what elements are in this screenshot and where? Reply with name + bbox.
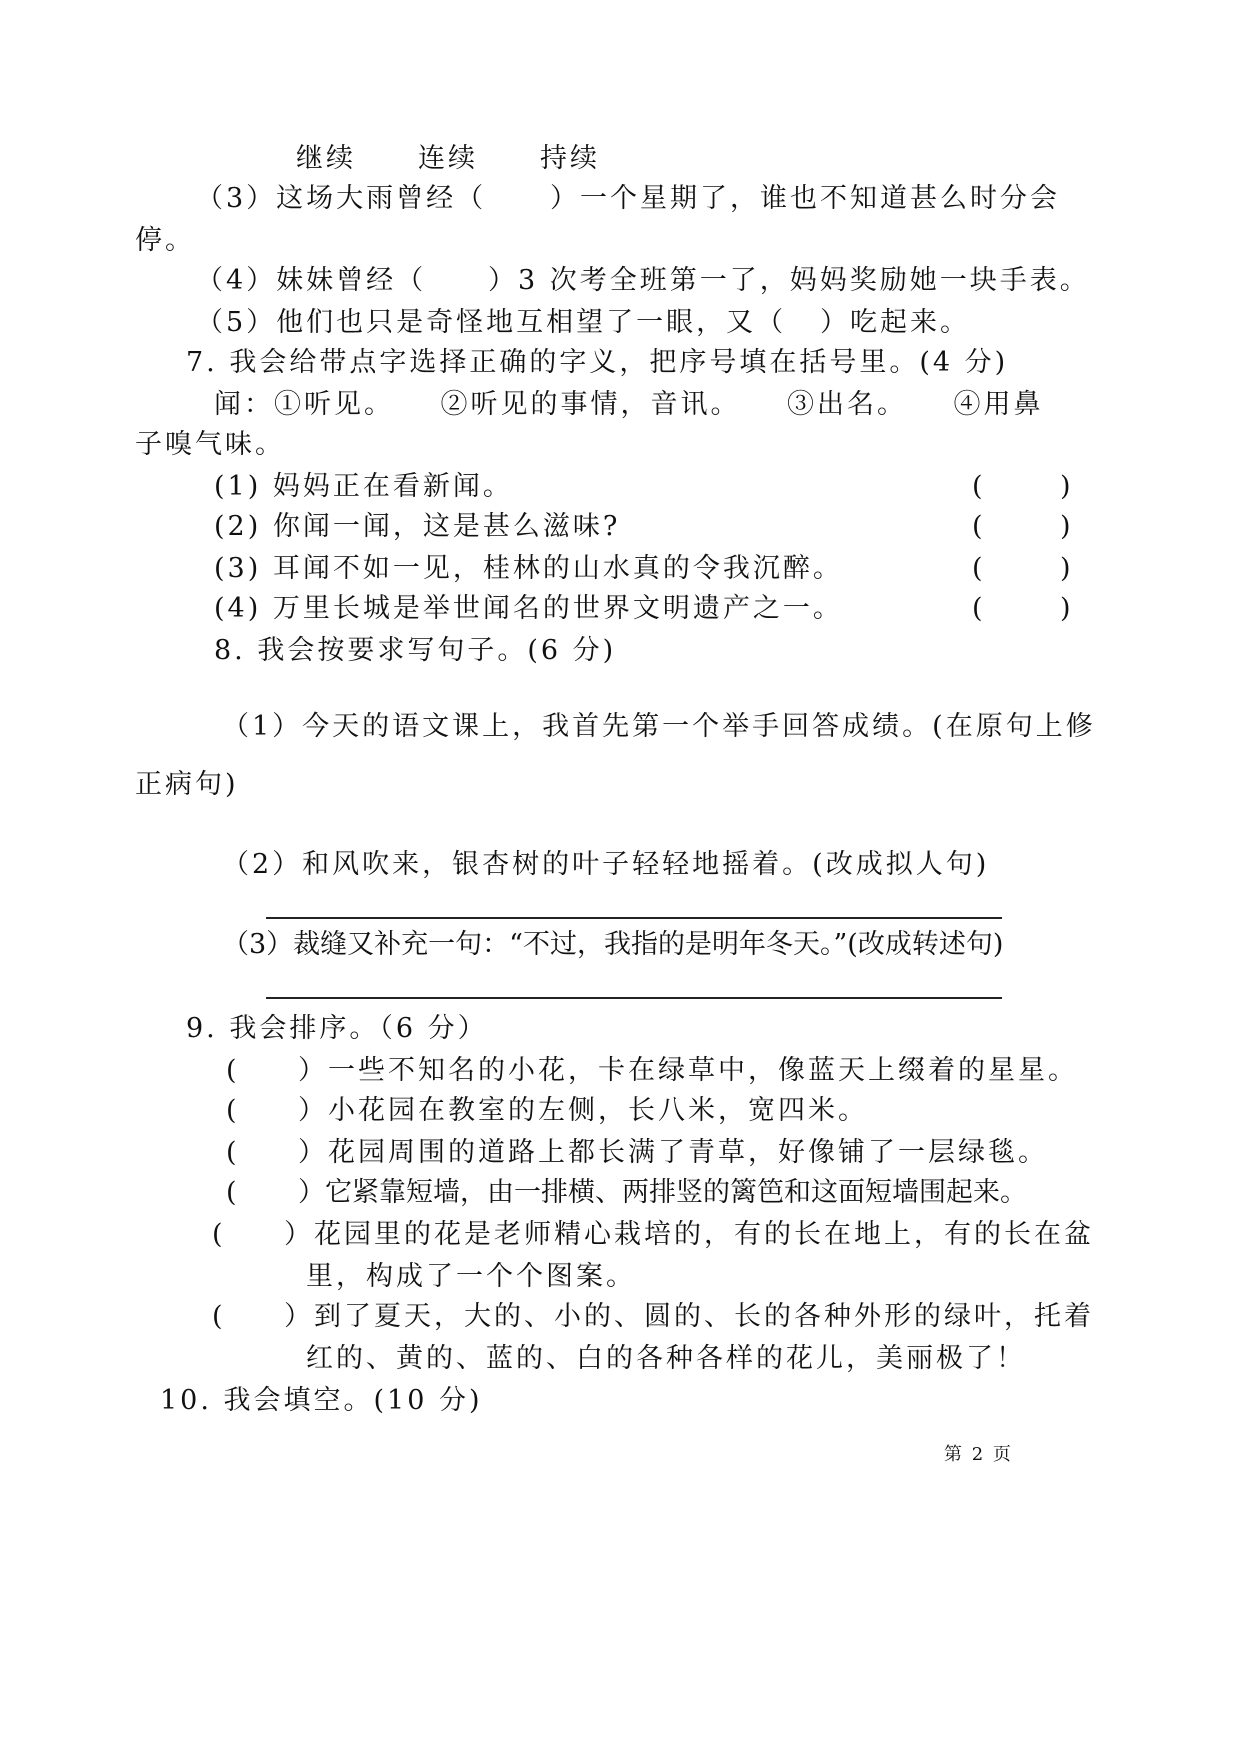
q9-order-box-6[interactable]: ( [212, 1301, 223, 1332]
q7-answer-3-close: ) [1060, 553, 1071, 584]
q7-answer-1-close: ) [1060, 471, 1071, 502]
q9-item-4: ）它紧靠短墙，由一排横、两排竖的篱笆和这面短墙围起来。 [298, 1177, 1027, 1208]
q7-definition-wrap: 子嗅气味。 [135, 429, 285, 460]
q7-answer-3-open[interactable]: ( [972, 553, 983, 584]
q7-item-1: (1) 妈妈正在看新闻。 [214, 471, 513, 502]
q6-item-4-blank[interactable] [390, 264, 480, 298]
q9-item-5-wrap: 里，构成了一个个图案。 [306, 1261, 636, 1292]
q9-item-1: ）一些不知名的小花，卡在绿草中，像蓝天上缀着的星星。 [298, 1055, 1078, 1086]
q6-item-3-wrap: 停。 [135, 225, 195, 256]
q10-title: 10. 我会填空。(10 分) [160, 1385, 483, 1416]
page-number: 第 2 页 [944, 1444, 1013, 1465]
word-choice-1: 继续 [296, 143, 356, 174]
word-choice-3: 持续 [540, 143, 600, 174]
q9-order-box-2[interactable]: ( [226, 1095, 237, 1126]
q8-answer-line-2[interactable] [266, 917, 1002, 919]
q6-item-4-pre: （4）妹妹曾经（ [196, 265, 427, 296]
q7-answer-4-close: ) [1060, 593, 1071, 624]
q7-definition: 闻：①听见。 ②听见的事情，音讯。 ③出名。 ④用鼻 [214, 389, 1044, 420]
q7-item-3: (3) 耳闻不如一见，桂林的山水真的令我沉醉。 [214, 553, 843, 584]
q7-item-2: (2) 你闻一闻，这是甚么滋味? [214, 511, 621, 542]
q6-item-3-pre: （3）这场大雨曾经（ [196, 183, 487, 214]
q9-order-box-3[interactable]: ( [226, 1137, 237, 1168]
q7-item-4: (4) 万里长城是举世闻名的世界文明遗产之一。 [214, 593, 843, 624]
q7-title: 7. 我会给带点字选择正确的字义，把序号填在括号里。(4 分) [186, 347, 1009, 378]
q6-item-4-post: ）3 次考全班第一了，妈妈奖励她一块手表。 [488, 265, 1090, 296]
q9-order-box-4[interactable]: ( [226, 1177, 237, 1208]
q8-title: 8. 我会按要求写句子。(6 分) [214, 635, 617, 666]
q9-order-box-5[interactable]: ( [212, 1219, 223, 1250]
q6-item-3-blank[interactable] [442, 182, 542, 216]
q7-answer-2-close: ) [1060, 511, 1071, 542]
q6-item-5-blank[interactable] [716, 306, 816, 340]
q8-item-1-wrap: 正病句) [135, 769, 239, 800]
q8-answer-line-3[interactable] [266, 997, 1002, 999]
q9-item-2: ）小花园在教室的左侧，长八米，宽四米。 [298, 1095, 868, 1126]
q7-answer-4-open[interactable]: ( [972, 593, 983, 624]
q6-item-5-post: ）吃起来。 [820, 307, 970, 338]
q8-item-1: （1）今天的语文课上，我首先第一个举手回答成绩。(在原句上修 [222, 711, 1096, 742]
q9-order-box-1[interactable]: ( [226, 1055, 237, 1086]
q9-item-6: ）到了夏天，大的、小的、圆的、长的各种外形的绿叶，托着 [284, 1301, 1094, 1332]
q9-item-6-wrap: 红的、黄的、蓝的、白的各种各样的花儿，美丽极了！ [306, 1343, 1026, 1374]
q9-item-5: ）花园里的花是老师精心栽培的，有的长在地上，有的长在盆 [284, 1219, 1094, 1250]
q6-item-3-post: ）一个星期了，谁也不知道甚么时分会 [550, 183, 1060, 214]
q7-answer-2-open[interactable]: ( [972, 511, 983, 542]
q8-item-2: （2）和风吹来，银杏树的叶子轻轻地摇着。(改成拟人句) [222, 849, 990, 880]
q8-item-3: （3）裁缝又补充一句：“不过，我指的是明年冬天。”(改成转述句) [222, 929, 1004, 960]
q9-title: 9. 我会排序。（6 分） [186, 1013, 488, 1044]
word-choice-2: 连续 [418, 143, 478, 174]
q6-item-5-pre: （5）他们也只是奇怪地互相望了一眼，又（ [196, 307, 787, 338]
q7-answer-1-open[interactable]: ( [972, 471, 983, 502]
q9-item-3: ）花园周围的道路上都长满了青草，好像铺了一层绿毯。 [298, 1137, 1048, 1168]
